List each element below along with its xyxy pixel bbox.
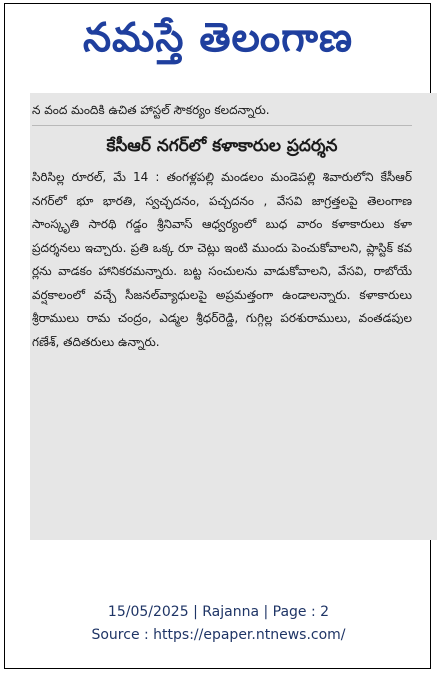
article-body: సిరిసిల్ల రూరల్, మే 14 : తంగళ్లపల్లి మండలం మండెపల్లి శివారులోని కేసీఆర్ నగర్‌లో భూ భారతి, స్వచ్ఛదనం, పచ్చదనం , వేసవి జాగ్రత్తలపై తెలంగాణ సాంస్కృతి సారథి గడ్డం శ్రీనివాస్ ఆధ్వర్యంలో బుధ వారం కళాకారులు కళా ప్రదర్శనలు ఇచ్చారు. ప్రతి ఒక్క రూ చెట్లు ఇంటి ముందు పెంచుకోవాలని, ప్లాస్టిక్ కవ ర్లను వాడకం హానికరమన్నారు. బట్ట సంచులను వాడుకోవాలని, వేసవి, రాబోయే వర్షకాలంలో వచ్చే సీజనల్‌వ్యాధులపై అప్రమత్తంగా ఉండాలన్నారు. కళాకారులు శ్రీరాములు రామ చంద్రం, ఎడ్మల శ్రీధర్‌రెడ్డి, గుగ్గిల్ల పరశురాములు, వంతడపుల గణేశ్, తదితరులు ఉన్నారు. — [32, 170, 412, 349]
article-headline: కేసీఆర్ నగర్‌లో కళాకారుల ప్రదర్శన — [106, 136, 338, 156]
newspaper-masthead — [8, 8, 428, 68]
article-clipping — [30, 93, 437, 540]
article-divider — [32, 125, 412, 126]
previous-article-tail: న వంద మందికి ఉచిత హాస్టల్ సౌకర్యం కలదన్నారు. — [32, 103, 270, 117]
footer-source: Source : https://epaper.ntnews.com/ — [91, 627, 346, 643]
article-content — [32, 93, 412, 354]
footer-info: 15/05/2025 | Rajanna | Page : 2 — [107, 604, 330, 620]
masthead-logo: నమస్తే తెలంగాణ — [82, 15, 354, 61]
